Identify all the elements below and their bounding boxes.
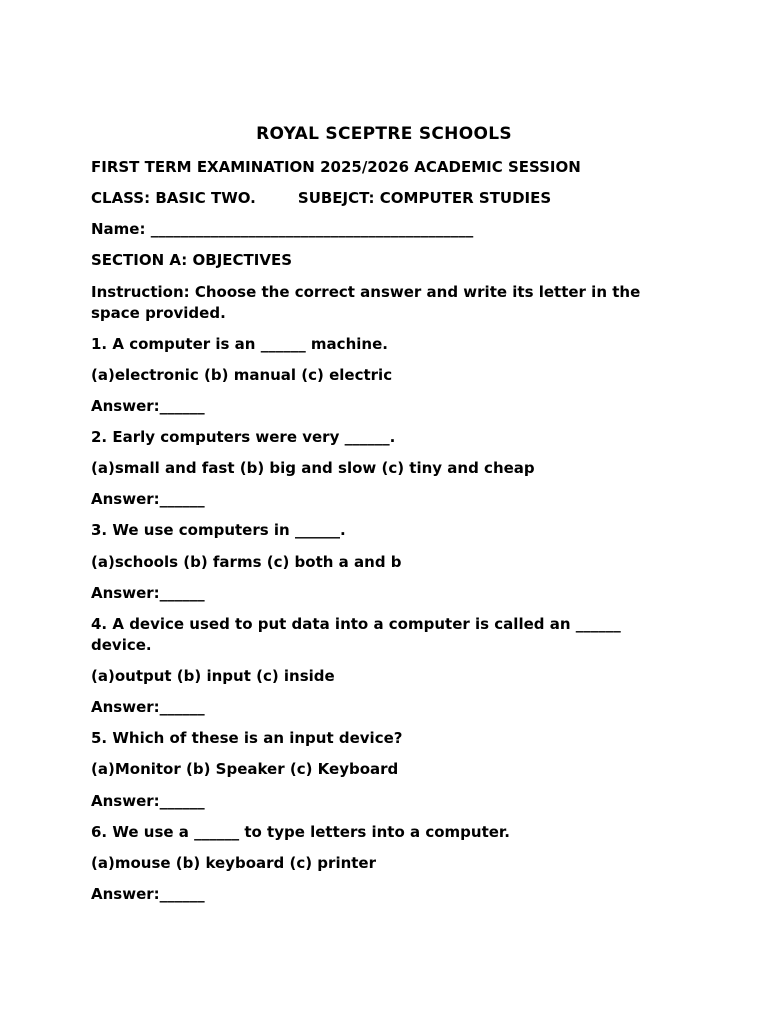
answer-line: Answer:______ bbox=[91, 885, 205, 903]
class-label: CLASS: BASIC TWO. bbox=[91, 189, 256, 207]
section-heading: SECTION A: OBJECTIVES bbox=[91, 251, 292, 269]
question-options: (a)schools (b) farms (c) both a and b bbox=[91, 553, 402, 571]
school-title: ROYAL SCEPTRE SCHOOLS bbox=[256, 124, 512, 144]
question-options: (a)electronic (b) manual (c) electric bbox=[91, 366, 393, 384]
subject-label: SUBEJCT: COMPUTER STUDIES bbox=[297, 189, 552, 207]
answer-line: Answer:______ bbox=[91, 698, 205, 716]
question-text: 2. Early computers were very ______. bbox=[91, 428, 396, 446]
name-line: Name: ___________________________________________ bbox=[91, 220, 474, 238]
question-text: 4. A device used to put data into a computer is called an ______ device. bbox=[91, 615, 621, 654]
answer-line: Answer:______ bbox=[91, 397, 205, 415]
class-subject-row bbox=[91, 188, 551, 209]
question-text: 1. A computer is an ______ machine. bbox=[91, 335, 388, 353]
answer-line: Answer:______ bbox=[91, 490, 205, 508]
question-options: (a)mouse (b) keyboard (c) printer bbox=[91, 854, 377, 872]
question-options: (a)Monitor (b) Speaker (c) Keyboard bbox=[91, 760, 399, 778]
question-text: 5. Which of these is an input device? bbox=[91, 729, 403, 747]
answer-line: Answer:______ bbox=[91, 792, 205, 810]
answer-line: Answer:______ bbox=[91, 584, 205, 602]
question-text: 6. We use a ______ to type letters into a computer. bbox=[91, 823, 510, 841]
question-options: (a)output (b) input (c) inside bbox=[91, 667, 335, 685]
exam-heading: FIRST TERM EXAMINATION 2025/2026 ACADEMIC SESSION bbox=[91, 158, 581, 176]
question-text: 3. We use computers in ______. bbox=[91, 521, 346, 539]
question-options: (a)small and fast (b) big and slow (c) tiny and cheap bbox=[91, 459, 535, 477]
instruction-text: Instruction: Choose the correct answer and write its letter in the space provided. bbox=[91, 283, 641, 322]
